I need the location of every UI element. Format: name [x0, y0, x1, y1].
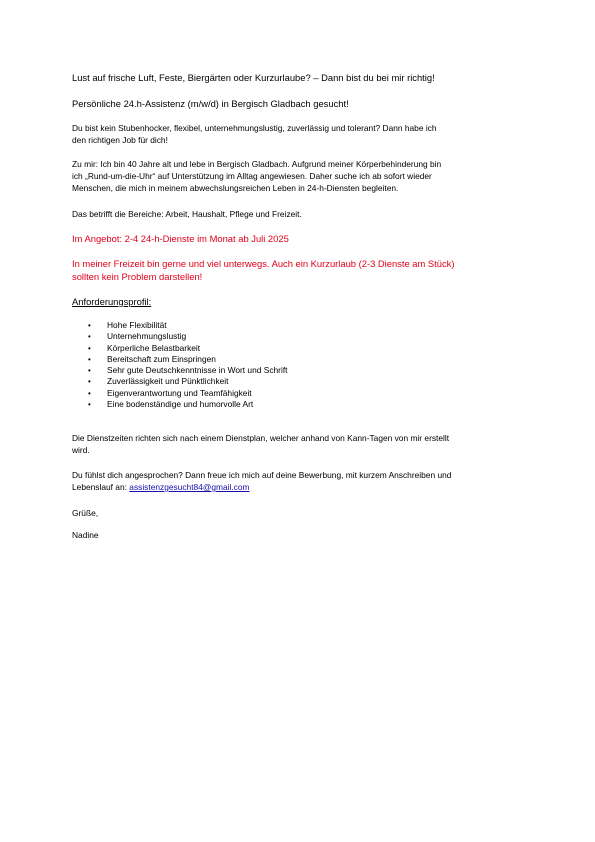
- areas-paragraph: Das betrifft die Bereiche: Arbeit, Haushalt, Pflege und Freizeit.: [72, 209, 302, 219]
- list-item: • Körperliche Belastbarkeit: [72, 343, 472, 354]
- signature: Nadine: [72, 530, 99, 540]
- schedule-line: Die Dienstzeiten richten sich nach einem Dienstplan, welcher anhand von Kann-Tagen von mir erstellt: [72, 433, 450, 443]
- about-paragraph: [72, 158, 532, 194]
- job-title: Persönliche 24.h-Assistenz (m/w/d) in Bergisch Gladbach gesucht!: [72, 98, 349, 109]
- list-item: • Hohe Flexibilität: [72, 320, 472, 331]
- headline: Lust auf frische Luft, Feste, Biergärten oder Kurzurlaube? – Dann bist du bei mir richtig!: [72, 72, 435, 83]
- list-item: • Unternehmungslustig: [72, 331, 472, 342]
- intro-line: Du bist kein Stubenhocker, flexibel, unternehmungslustig, zuverlässig und tolerant? Dann habe ich: [72, 123, 437, 133]
- requirements-heading: Anforderungsprofil:: [72, 296, 152, 307]
- schedule-line: wird.: [72, 445, 90, 455]
- offer-text: Im Angebot: 2-4 24-h-Dienste im Monat ab Juli 2025: [72, 233, 289, 244]
- travel-paragraph: [72, 257, 532, 283]
- about-line: Menschen, die mich in meinem abwechslungsreichen Leben in 24-h-Diensten begleiten.: [72, 183, 399, 193]
- apply-line: [72, 481, 532, 493]
- greeting: Grüße,: [72, 508, 99, 518]
- list-item: • Sehr gute Deutschkenntnisse in Wort und Schrift: [72, 365, 472, 376]
- list-item: • Zuverlässigkeit und Pünktlichkeit: [72, 376, 472, 387]
- schedule-paragraph: [72, 432, 532, 456]
- apply-prefix: Lebenslauf an:: [72, 482, 130, 492]
- apply-paragraph: [72, 469, 532, 493]
- apply-line: Du fühlst dich angesprochen? Dann freue ich mich auf deine Bewerbung, mit kurzem Anschreiben und: [72, 470, 452, 480]
- list-item: • Eine bodenständige und humorvolle Art: [72, 399, 472, 410]
- requirements-list: [72, 320, 472, 410]
- travel-line: In meiner Freizeit bin gerne und viel unterwegs. Auch ein Kurzurlaub (2-3 Dienste am Stück): [72, 258, 455, 269]
- intro-paragraph: [72, 122, 532, 146]
- list-item: • Eigenverantwortung und Teamfähigkeit: [72, 388, 472, 399]
- about-line: Zu mir: Ich bin 40 Jahre alt und lebe in Bergisch Gladbach. Aufgrund meiner Körperbehinderung bin: [72, 159, 442, 169]
- list-item: • Bereitschaft zum Einspringen: [72, 354, 472, 365]
- intro-line: den richtigen Job für dich!: [72, 135, 168, 145]
- about-line: ich „Rund-um-die-Uhr“ auf Unterstützung im Alltag angewiesen. Daher suche ich ab sofort wieder: [72, 171, 432, 181]
- travel-line: sollten kein Problem darstellen!: [72, 271, 203, 282]
- email-link[interactable]: assistenzgesucht84@gmail.com: [129, 482, 250, 492]
